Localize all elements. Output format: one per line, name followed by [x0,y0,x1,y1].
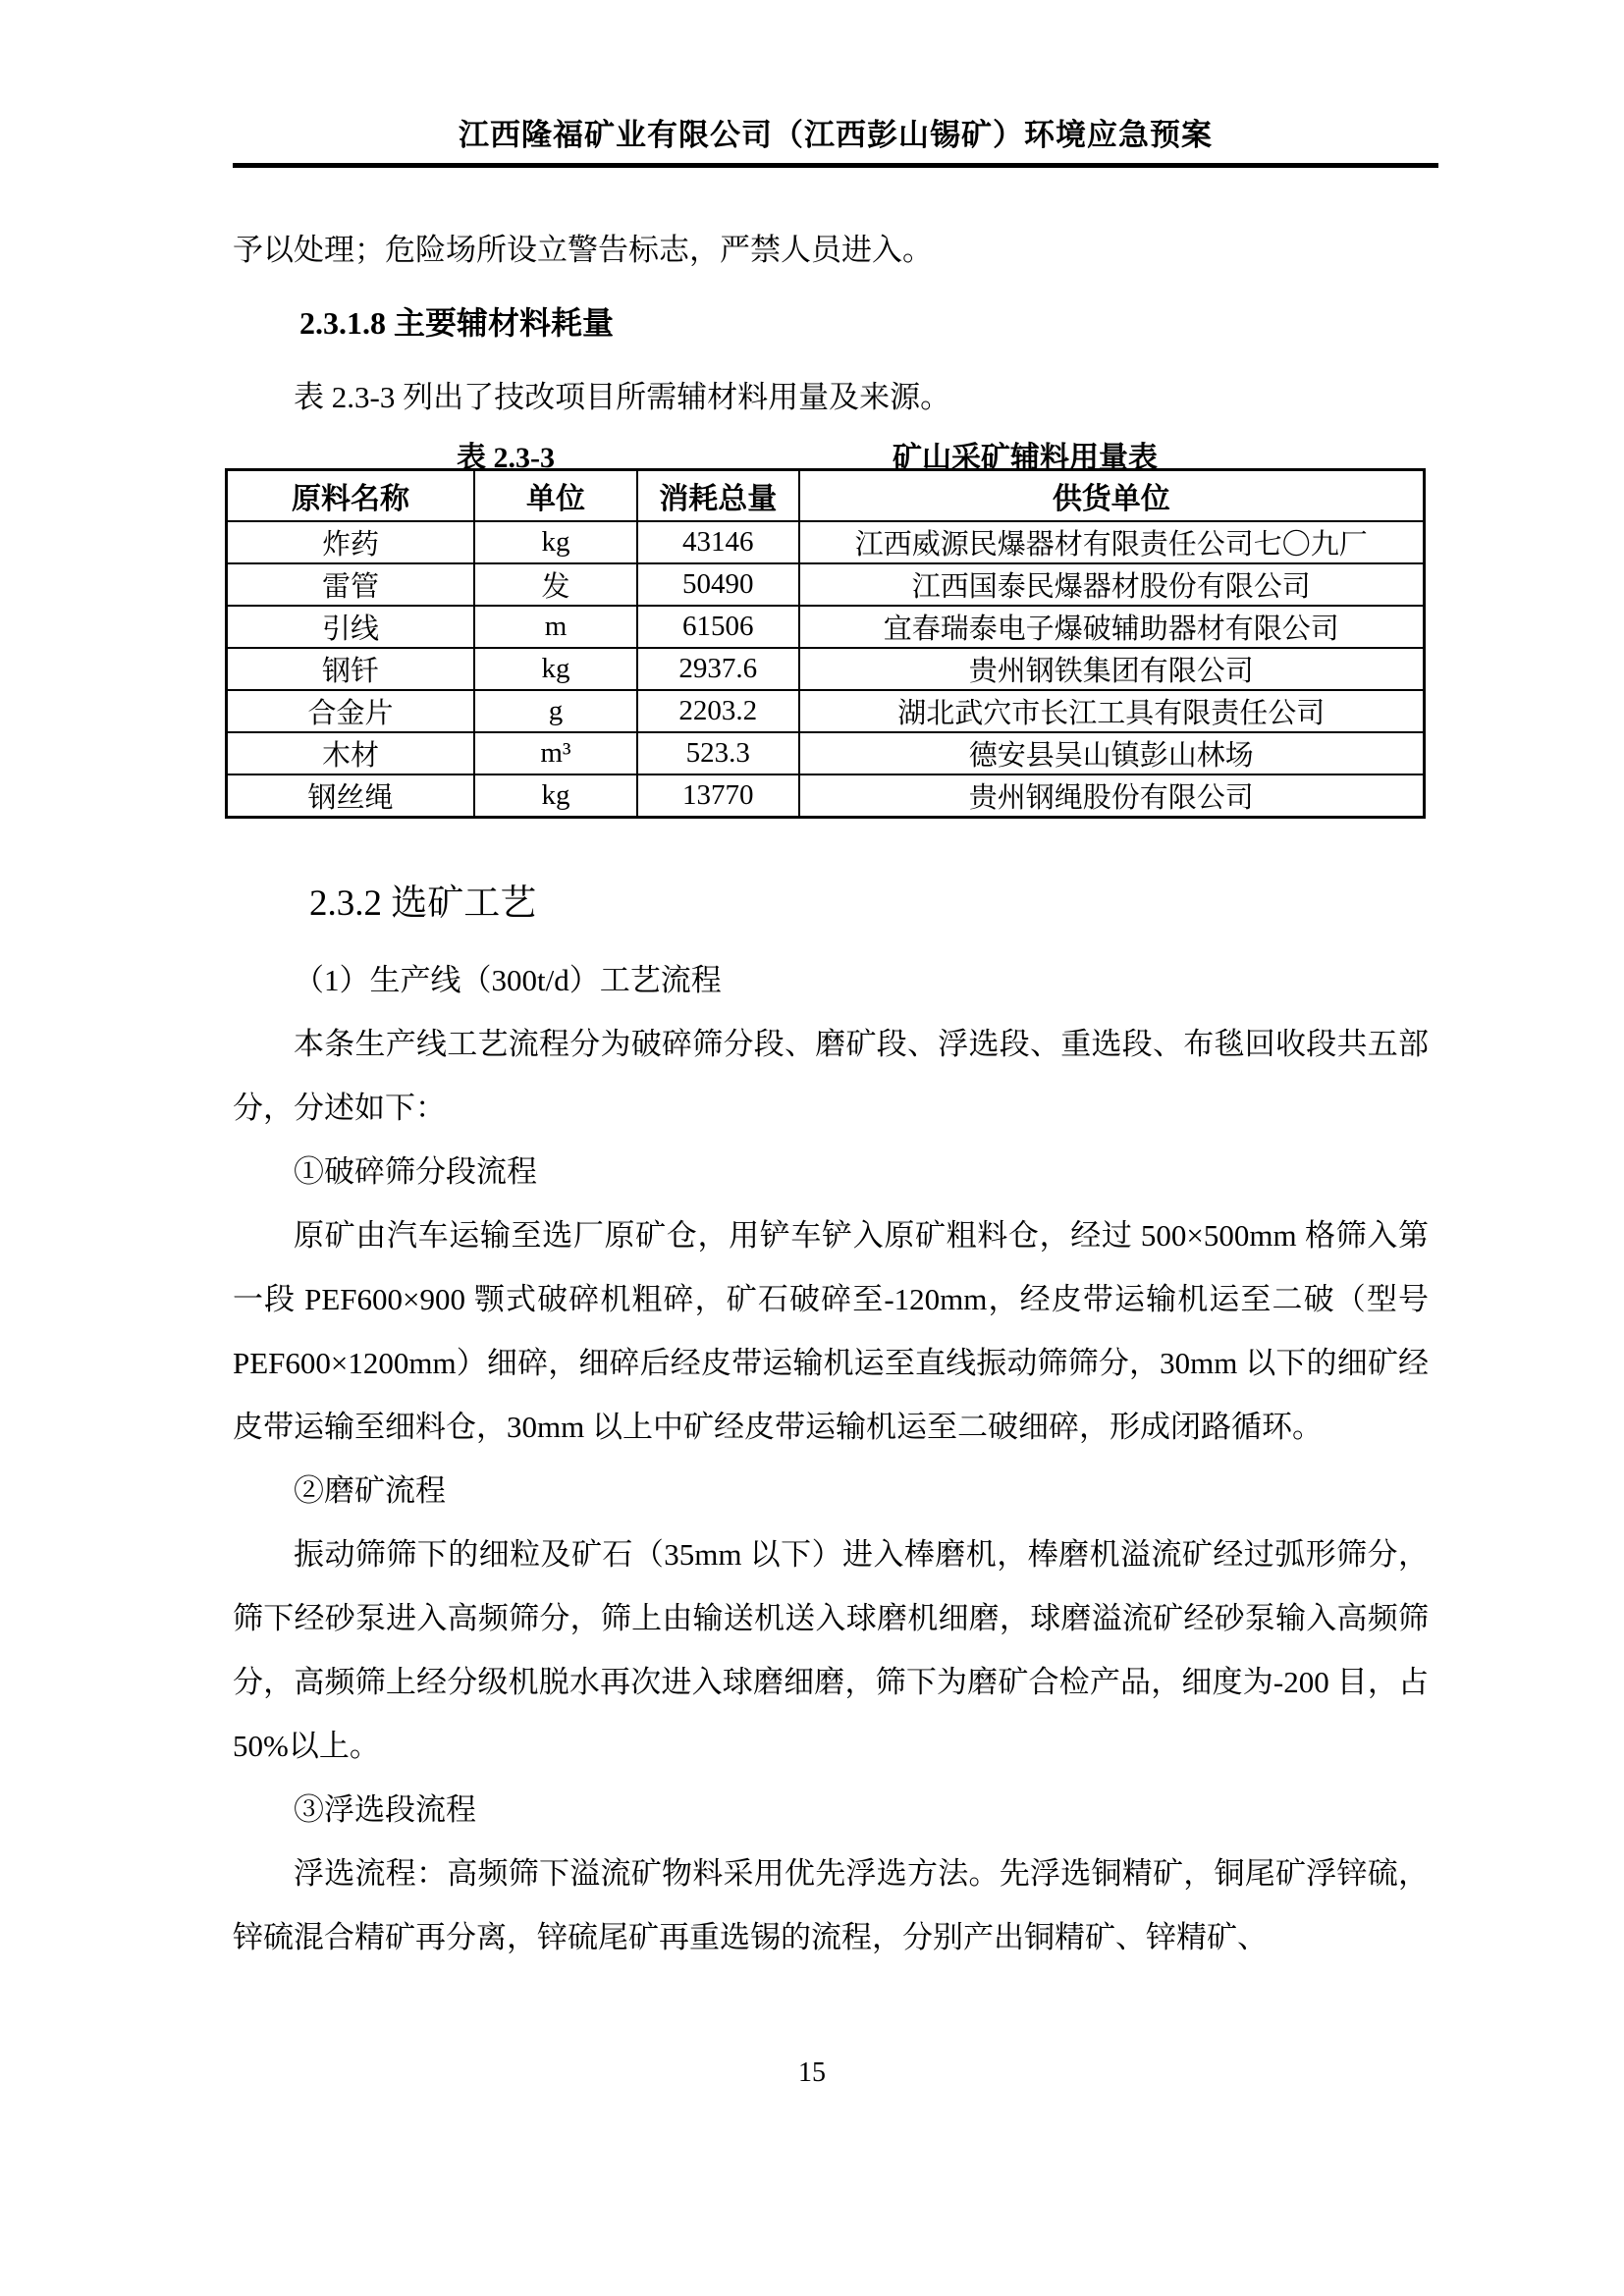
process-paragraph: 浮选流程：高频筛下溢流矿物料采用优先浮选方法。先浮选铜精矿，铜尾矿浮锌硫，锌硫混合精矿再分离，锌硫尾矿再重选锡的流程，分别产出铜精矿、锌精矿、 [233,1856,1429,1954]
process-paragraph: 振动筛筛下的细粒及矿石（35mm 以下）进入棒磨机，棒磨机溢流矿经过弧形筛分，筛下经砂泵进入高频筛分，筛上由输送机送入球磨机细磨，球磨溢流矿经砂泵输入高频筛分，高频筛上经分级机脱水再次进入球磨细磨，筛下为磨矿合检产品，细度为-200 目，占 50%以上。 [233,1537,1429,1763]
table-header-cell: 原料名称 [227,470,475,522]
table-row [227,732,1425,774]
table-cell: m³ [474,732,637,774]
process-paragraphs [233,948,1429,1969]
process-paragraph: ①破碎筛分段流程 [294,1154,537,1189]
page-header-title: 江西隆福矿业有限公司（江西彭山锡矿）环境应急预案 [459,118,1213,152]
table-header-cell: 消耗总量 [637,470,799,522]
process-paragraph: 本条生产线工艺流程分为破碎筛分段、磨矿段、浮选段、重选段、布毯回收段共五部分，分述如下： [233,1027,1429,1125]
process-paragraph: （1）生产线（300t/d）工艺流程 [294,963,722,997]
materials-table [225,468,1426,819]
table-cell: 523.3 [637,732,799,774]
table-row [227,521,1425,563]
table-cell: 江西国泰民爆器材股份有限公司 [799,563,1425,606]
table-cell: 宜春瑞泰电子爆破辅助器材有限公司 [799,606,1425,648]
table-cell: 发 [474,563,637,606]
table-cell: 2203.2 [637,690,799,732]
section-heading-beneficiation: 2.3.2 选矿工艺 [309,883,537,924]
table-intro-paragraph: 表 2.3-3 列出了技改项目所需辅材料用量及来源。 [294,380,951,414]
table-row [227,648,1425,690]
continuation-paragraph: 予以处理；危险场所设立警告标志，严禁人员进入。 [233,233,933,267]
table-cell: kg [474,521,637,563]
table-cell: m [474,606,637,648]
table-cell: kg [474,774,637,818]
table-header-cell: 供货单位 [799,470,1425,522]
table-row [227,690,1425,732]
table-header-row [227,470,1425,522]
table-row [227,774,1425,818]
table-row [227,563,1425,606]
table-cell: 13770 [637,774,799,818]
table-cell: 2937.6 [637,648,799,690]
table-cell: 钢钎 [227,648,475,690]
process-paragraph: 原矿由汽车运输至选厂原矿仓，用铲车铲入原矿粗料仓，经过 500×500mm 格筛入第一段 PEF600×900 颚式破碎机粗碎，矿石破碎至-120mm，经皮带运输机运至二破（型号 PEF600×1200mm）细碎，细碎后经皮带运输机运至直线振动筛筛分，30mm 以下的细矿经皮带运输至细料仓，30mm 以上中矿经皮带运输机运至二破细碎，形成闭路循环。 [233,1218,1429,1444]
table-cell: 钢丝绳 [227,774,475,818]
table-caption-label: 表 2.3-3 [457,442,555,474]
table-cell: 木材 [227,732,475,774]
table-cell: g [474,690,637,732]
table-cell: 50490 [637,563,799,606]
section-heading-aux-materials: 2.3.1.8 主要辅材料耗量 [299,305,615,341]
table-caption-title: 矿山采矿辅料用量表 [893,442,1158,474]
table-cell: 43146 [637,521,799,563]
table-cell: 合金片 [227,690,475,732]
page-number: 15 [798,2057,826,2088]
table-header-cell: 单位 [474,470,637,522]
table-cell: 贵州钢铁集团有限公司 [799,648,1425,690]
table-cell: kg [474,648,637,690]
table-cell: 贵州钢绳股份有限公司 [799,774,1425,818]
table-row [227,606,1425,648]
header-divider-rule [233,163,1438,168]
table-cell: 江西威源民爆器材有限责任公司七〇九厂 [799,521,1425,563]
table-cell: 雷管 [227,563,475,606]
table-cell: 湖北武穴市长江工具有限责任公司 [799,690,1425,732]
process-paragraph: ③浮选段流程 [294,1792,476,1827]
table-cell: 61506 [637,606,799,648]
table-cell: 德安县吴山镇彭山林场 [799,732,1425,774]
table-cell: 引线 [227,606,475,648]
process-paragraph: ②磨矿流程 [294,1473,446,1508]
table-cell: 炸药 [227,521,475,563]
